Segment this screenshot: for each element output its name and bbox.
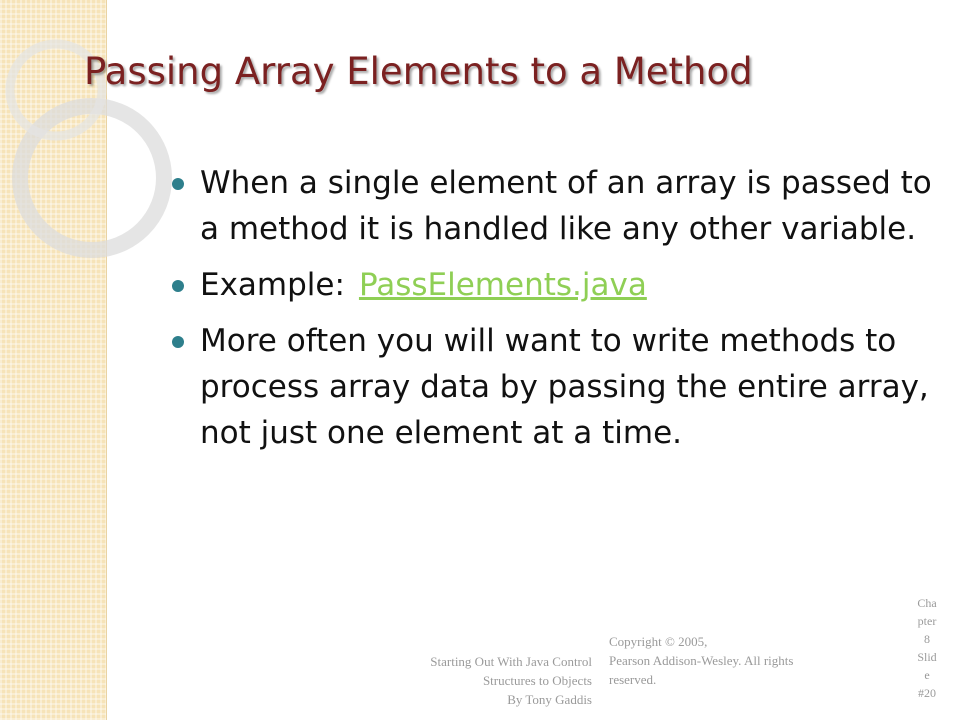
footer-line: e	[924, 668, 930, 682]
bullet-dot-icon	[172, 336, 184, 348]
bullet-dot-icon	[172, 178, 184, 190]
bullet-text: When a single element of an array is passed to a method it is handled like any other variable.	[200, 165, 932, 247]
decorative-side-strip	[0, 0, 107, 720]
example-label: Example:	[200, 267, 345, 303]
example-file-link[interactable]: PassElements.java	[358, 267, 647, 303]
bullet-text: More often you will want to write methods to process array data by passing the entire array, not just one element at a time.	[200, 323, 929, 451]
footer-line: #20	[918, 686, 936, 700]
bullet-item-example	[172, 262, 942, 308]
footer-slide-reference	[912, 594, 942, 702]
bullet-item	[172, 160, 942, 252]
bullet-list	[172, 160, 942, 466]
footer-line: Structures to Objects	[482, 673, 592, 688]
footer-line: Cha	[917, 596, 937, 610]
footer-copyright	[609, 632, 849, 689]
footer-line: Starting Out With Java Control	[430, 654, 592, 669]
bullet-dot-icon	[172, 280, 184, 292]
bullet-item	[172, 318, 942, 456]
footer-line: Copyright © 2005,	[609, 634, 708, 649]
footer-line: Pearson Addison-Wesley. All rights	[609, 653, 794, 668]
footer-line: reserved.	[609, 672, 657, 687]
footer-book-credit	[340, 652, 592, 709]
footer-line: 8	[924, 632, 930, 646]
slide-title: Passing Array Elements to a Method	[84, 50, 753, 93]
footer-line: pter	[917, 614, 937, 628]
footer-line: By Tony Gaddis	[507, 692, 592, 707]
footer-line: Slid	[917, 650, 937, 664]
